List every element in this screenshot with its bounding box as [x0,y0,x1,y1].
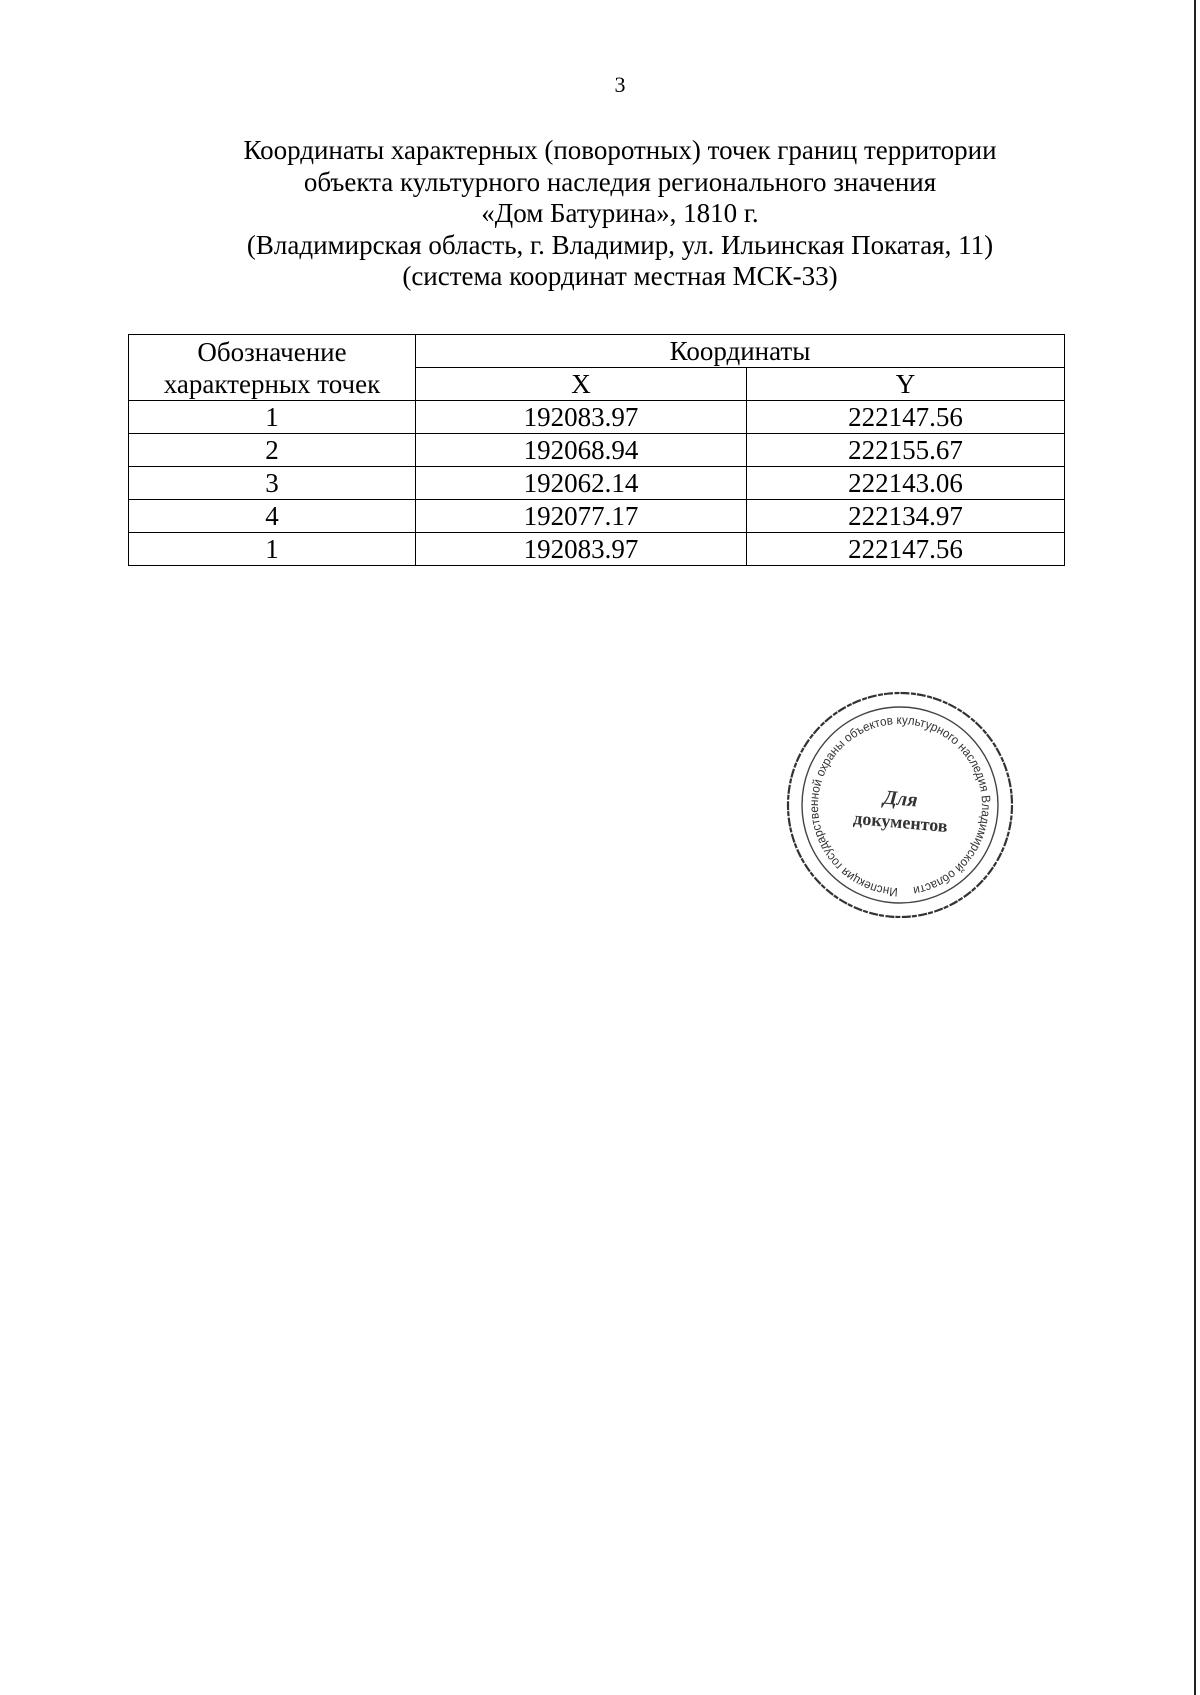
x-cell: 192083.97 [416,533,747,566]
table-row [129,533,1065,566]
y-cell: 222143.06 [747,467,1065,500]
scan-edge-line [1194,0,1196,1695]
table-row [129,434,1065,467]
header-y: Y [747,368,1065,401]
x-cell: 192083.97 [416,401,747,434]
stamp-center-line-2: документов [852,807,949,837]
x-cell: 192077.17 [416,500,747,533]
heading-line-4: (Владимирская область, г. Владимир, ул. Ильинская Покатая, 11) [246,229,994,260]
point-cell: 1 [129,401,416,434]
heading-line-5: (система координат местная МСК-33) [402,261,838,291]
y-cell: 222155.67 [747,434,1065,467]
document-heading [120,135,1120,293]
point-cell: 4 [129,500,416,533]
header-designation: Обозначение характерных точек [129,335,416,401]
table-row [129,500,1065,533]
header-coordinates: Координаты [416,335,1065,368]
table-row [129,467,1065,500]
heading-line-1: Координаты характерных (поворотных) точек границ территории [243,135,997,165]
stamp-ring-text: Инспекция государственной охраны объектов культурного наследия Владимирской области [806,712,994,900]
y-cell: 222134.97 [747,500,1065,533]
official-stamp [782,688,1018,918]
point-cell: 2 [129,434,416,467]
x-cell: 192062.14 [416,467,747,500]
coordinates-table [128,334,1065,566]
heading-line-3: «Дом Батурина», 1810 г. [481,198,759,228]
stamp-center-line-1: Для [882,786,919,812]
page-number: 3 [614,72,626,97]
table-row [129,401,1065,434]
point-cell: 1 [129,533,416,566]
y-cell: 222147.56 [747,401,1065,434]
point-cell: 3 [129,467,416,500]
y-cell: 222147.56 [747,533,1065,566]
x-cell: 192068.94 [416,434,747,467]
header-x: X [416,368,747,401]
heading-line-2: объекта культурного наследия регионального значения [303,166,937,197]
